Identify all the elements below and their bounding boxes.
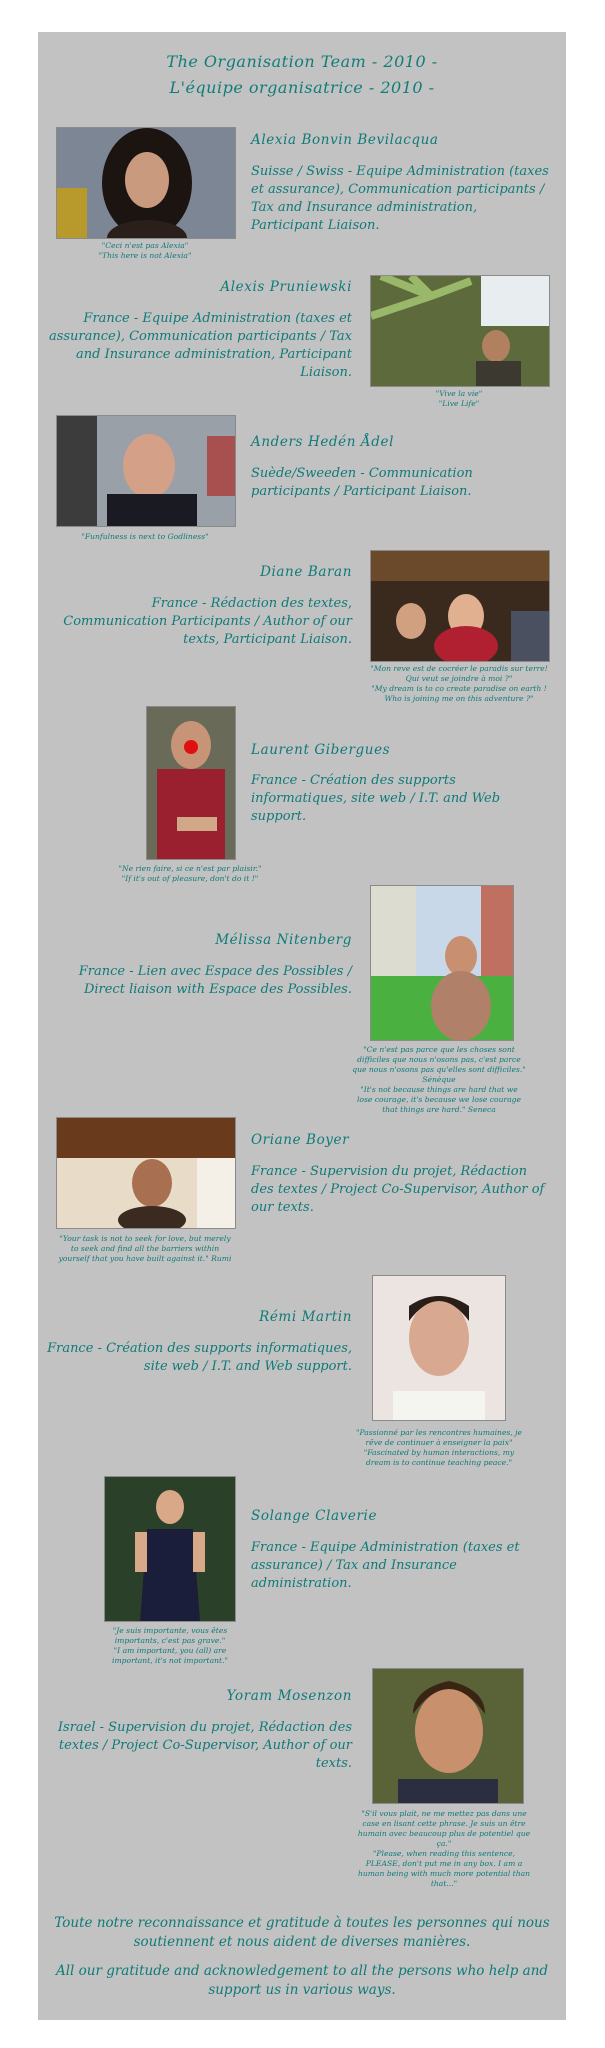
photo-laurent	[146, 706, 236, 860]
quote-diane: "Mon reve est de cocréer le paradis sur terre! Qui veut se joindre à moi ?" "My dream is to co create paradise on earth ! Who is joining me on this adventure ?"	[370, 664, 548, 703]
footer-english: All our gratitude and acknowledgement to all the persons who help and support us in various ways.	[55, 1963, 549, 1998]
photo-solange	[104, 1476, 236, 1622]
desc-oriane: France - Supervision du projet, Rédaction des textes / Project Co-Supervisor, Author of our texts.	[251, 1164, 545, 1215]
quote-alexis: "Vive la vie" "Live Life"	[435, 389, 483, 408]
name-diane: Diane Baran	[260, 564, 352, 580]
desc-laurent: France - Création des supports informatiques, site web / I.T. and Web support.	[251, 773, 501, 824]
name-oriane: Oriane Boyer	[251, 1132, 350, 1148]
desc-anders: Suède/Sweeden - Communication participants / Participant Liaison.	[251, 466, 473, 499]
photo-oriane	[56, 1117, 236, 1229]
page-title-french: L'équipe organisatrice - 2010 -	[169, 78, 435, 97]
desc-solange: France - Equipe Administration (taxes et assurance) / Tax and Insurance administration.	[251, 1540, 520, 1591]
photo-alexia	[56, 127, 236, 239]
quote-melissa: "Ce n'est pas parce que les choses sont difficiles que nous n'osons pas, c'est parce que nous n'osons pas qu'elles sont difficiles." Sénèque "It's not because things are hard that we lose courage, it's because we lose courage that things are hard." Seneca	[352, 1045, 526, 1114]
name-yoram: Yoram Mosenzon	[226, 1688, 352, 1704]
photo-diane	[370, 550, 550, 662]
name-laurent: Laurent Gibergues	[251, 742, 391, 758]
name-alexis: Alexis Pruniewski	[220, 279, 352, 295]
quote-yoram: "S'il vous plait, ne me mettez pas dans une case en lisant cette phrase. Je suis un être humain avec beaucoup plus de potentiel que ça." "Please, when reading this sentence, PLEASE, don't put me in any box. I am a human being with much more potential than that..."	[357, 1809, 531, 1888]
desc-remi: France - Création des supports informatiques, site web / I.T. and Web support.	[47, 1341, 352, 1374]
quote-anders: "Funfulness is next to Godliness"	[81, 532, 209, 541]
quote-laurent: "Ne rien faire, si ce n'est par plaisir." "If it's out of pleasure, don't do it !"	[118, 864, 262, 883]
photo-alexis	[370, 275, 550, 387]
team-panel	[38, 32, 566, 2020]
photo-remi	[372, 1275, 506, 1421]
desc-alexis: France - Equipe Administration (taxes et assurance), Communication participants / Tax and Insurance administration, Participant Liaison.	[48, 311, 352, 380]
name-anders: Anders Hedén Ådel	[251, 434, 395, 450]
name-solange: Solange Claverie	[251, 1508, 378, 1524]
desc-diane: France - Rédaction des textes, Communication Participants / Author of our texts, Participant Liaison.	[63, 596, 352, 647]
photo-yoram	[372, 1668, 524, 1804]
quote-alexia: "Ceci n'est pas Alexia" "This here is not Alexia"	[98, 241, 192, 260]
footer-french: Toute notre reconnaissance et gratitude à toutes les personnes qui nous soutiennent et nous aident de diverses manières.	[54, 1915, 550, 1950]
page-title-english: The Organisation Team - 2010 -	[166, 52, 438, 71]
photo-melissa	[370, 885, 514, 1041]
name-melissa: Mélissa Nitenberg	[215, 932, 352, 948]
quote-solange: "Je suis importante, vous êtes importants, c'est pas grave." "I am important, you (all) are important, it's not important."	[112, 1626, 228, 1665]
photo-anders	[56, 415, 236, 527]
desc-yoram: Israel - Supervision du projet, Rédaction des textes / Project Co-Supervisor, Author of our texts.	[57, 1720, 352, 1771]
name-alexia: Alexia Bonvin Bevilacqua	[251, 132, 439, 148]
desc-melissa: France - Lien avec Espace des Possibles / Direct liaison with Espace des Possibles.	[78, 964, 352, 997]
desc-alexia: Suisse / Swiss - Equipe Administration (taxes et assurance), Communication participants / Tax and Insurance administration, Participant Liaison.	[251, 164, 549, 233]
quote-remi: "Passionné par les rencontres humaines, je rêve de continuer à enseigner la paix" "Fascinated by human interactions, my dream is to continue teaching peace."	[355, 1428, 523, 1467]
name-remi: Rémi Martin	[259, 1309, 352, 1325]
quote-oriane: "Your task is not to seek for love, but merely to seek and find all the barriers within yourself that you have built against it." Rumi	[58, 1234, 232, 1263]
